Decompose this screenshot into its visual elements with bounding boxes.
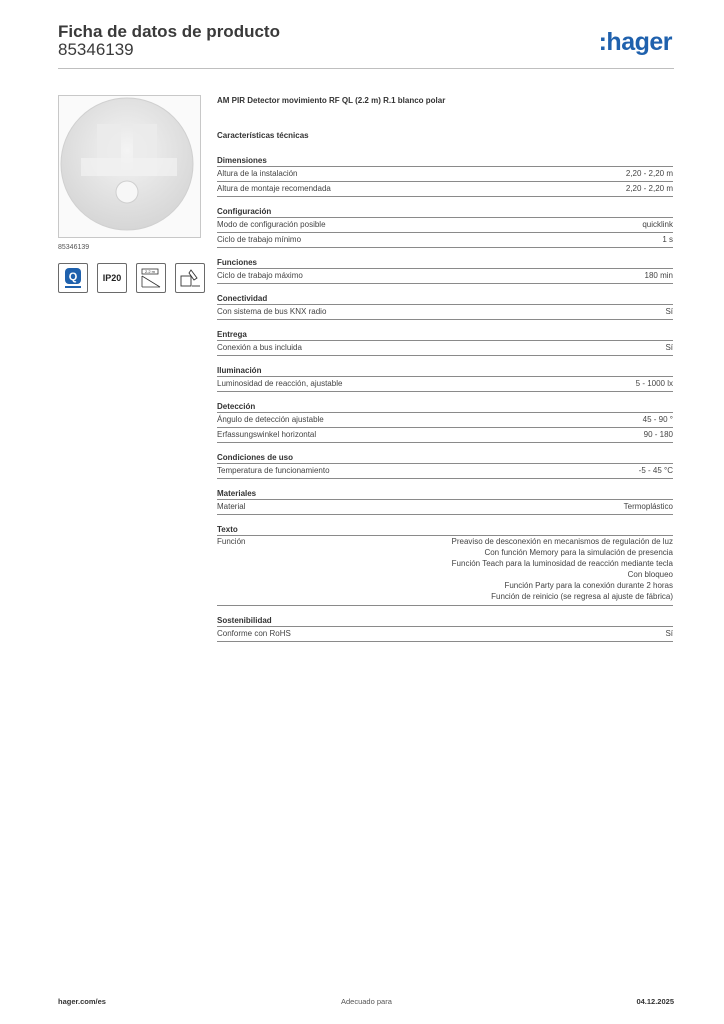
spec-section (217, 365, 673, 392)
section-title: Sostenibilidad (217, 615, 673, 627)
section-title: Texto (217, 524, 673, 536)
spec-row (217, 413, 673, 428)
spec-row (217, 536, 673, 606)
spec-label: Temperatura de funcionamiento (217, 466, 330, 475)
section-title: Detección (217, 401, 673, 413)
spec-row (217, 500, 673, 515)
spec-label: Ángulo de detección ajustable (217, 415, 324, 424)
section-title: Condiciones de uso (217, 452, 673, 464)
section-title: Configuración (217, 206, 673, 218)
footer-date: 04.12.2025 (636, 997, 674, 1006)
spec-value-line: Con bloqueo (627, 570, 673, 579)
spec-label: Material (217, 502, 246, 511)
svg-text:Q: Q (68, 271, 78, 283)
feature-badges (58, 263, 205, 293)
spec-value: 180 min (644, 271, 673, 280)
spec-section (217, 155, 673, 197)
header-divider (58, 68, 674, 69)
spec-section (217, 329, 673, 356)
spec-row (217, 341, 673, 356)
spec-label: Ciclo de trabajo mínimo (217, 235, 302, 244)
section-title: Entrega (217, 329, 673, 341)
footer-website-link[interactable]: hager.com/es (58, 997, 106, 1006)
spec-section (217, 206, 673, 248)
spec-row (217, 269, 673, 284)
spec-label: Conforme con RoHS (217, 629, 291, 638)
spec-row (217, 464, 673, 479)
spec-value: Sí (665, 343, 673, 352)
spec-section (217, 615, 673, 642)
spec-label: Función (217, 537, 246, 546)
product-title: AM PIR Detector movimiento RF QL (2.2 m) R.1 blanco polar (217, 96, 446, 105)
spec-label: Erfassungswinkel horizontal (217, 430, 317, 439)
spec-section (217, 257, 673, 284)
quicklink-icon (58, 263, 88, 293)
spec-value (452, 536, 673, 602)
spec-row (217, 167, 673, 182)
mounting-height-icon (136, 263, 166, 293)
footer-suitable-for: Adecuado para (341, 997, 392, 1006)
spec-label: Modo de configuración posible (217, 220, 326, 229)
spec-label: Altura de la instalación (217, 169, 298, 178)
spec-row (217, 377, 673, 392)
spec-sections (217, 155, 673, 651)
spec-value-line: Función de reinicio (se regresa al ajuste de fábrica) (491, 592, 673, 601)
spec-value: 2,20 - 2,20 m (625, 184, 673, 193)
section-title: Dimensiones (217, 155, 673, 167)
image-caption: 85346139 (58, 244, 90, 251)
hand-setting-icon (175, 263, 205, 293)
hager-logo[interactable]: :hager (598, 28, 672, 56)
spec-section (217, 524, 673, 606)
section-title: Funciones (217, 257, 673, 269)
spec-row (217, 627, 673, 642)
spec-value-line: Con función Memory para la simulación de presencia (484, 548, 673, 557)
spec-section (217, 452, 673, 479)
document-title: Ficha de datos de producto (58, 22, 280, 41)
spec-value: quicklink (642, 220, 673, 229)
product-image (58, 95, 201, 238)
spec-value: 45 - 90 ° (642, 415, 673, 424)
spec-value: 2,20 - 2,20 m (625, 169, 673, 178)
spec-label: Con sistema de bus KNX radio (217, 307, 327, 316)
spec-label: Conexión a bus incluida (217, 343, 302, 352)
spec-value: 1 s (662, 235, 673, 244)
spec-value: Sí (665, 629, 673, 638)
section-title: Conectividad (217, 293, 673, 305)
spec-section (217, 488, 673, 515)
ip20-icon: IP20 (97, 263, 127, 293)
spec-value-line: Función Party para la conexión durante 2 horas (504, 581, 673, 590)
spec-value: -5 - 45 °C (638, 466, 673, 475)
spec-row (217, 428, 673, 443)
section-title: Materiales (217, 488, 673, 500)
spec-value: 90 - 180 (643, 430, 673, 439)
spec-section (217, 401, 673, 443)
spec-label: Altura de montaje recomendada (217, 184, 331, 193)
spec-row (217, 218, 673, 233)
technical-characteristics-heading: Características técnicas (217, 131, 309, 140)
document-number: 85346139 (58, 40, 134, 59)
spec-label: Luminosidad de reacción, ajustable (217, 379, 343, 388)
spec-label: Ciclo de trabajo máximo (217, 271, 303, 280)
spec-value: 5 - 1000 lx (635, 379, 673, 388)
spec-value-line: Preaviso de desconexión en mecanismos de regulación de luz (451, 537, 673, 546)
section-title: Iluminación (217, 365, 673, 377)
spec-value: Termoplástico (623, 502, 673, 511)
spec-row (217, 233, 673, 248)
spec-value: Sí (665, 307, 673, 316)
page-header (58, 20, 674, 70)
motion-detector-image (59, 96, 200, 237)
spec-value-line: Función Teach para la luminosidad de reacción mediante tecla (451, 559, 673, 568)
spec-row (217, 305, 673, 320)
spec-row (217, 182, 673, 197)
spec-section (217, 293, 673, 320)
mounting-height-label: 2.2 m (144, 269, 156, 274)
